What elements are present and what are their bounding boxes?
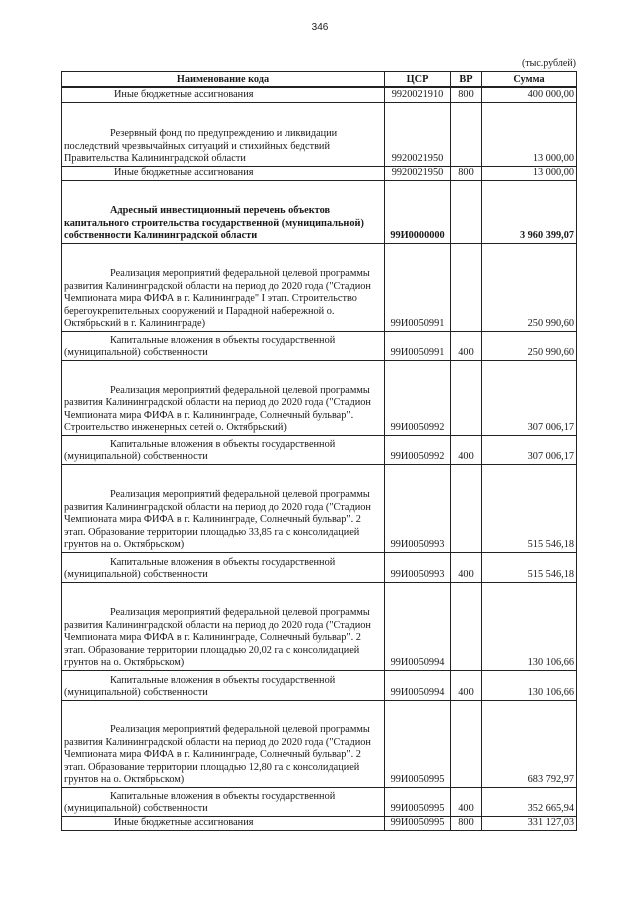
table-row [62,360,577,435]
row-vr-cell: 400 [451,670,482,700]
table-row [62,243,577,331]
row-name-cell: Капитальные вложения в объекты государственной (муниципальной) собственности [62,435,385,464]
row-csr-cell: 99И0050995 [385,787,451,816]
row-name-cell: Реализация мероприятий федеральной целевой программы развития Калининградской области на период до 2020 года ("Стадион Чемпионата мира ФИФА в г. Калининграде, Солнечный бульвар". 2 этап. Образование территории площадью 12,80 га с консолидацией грунтов на о. Октябрьском) [62,700,385,787]
row-vr-cell [451,464,482,552]
row-vr-cell [451,360,482,435]
table-row [62,102,577,166]
row-vr-cell [451,582,482,670]
row-vr-cell: 800 [451,816,482,830]
table-row [62,166,577,180]
row-csr-cell: 9920021950 [385,166,451,180]
header-sum: Сумма [482,72,577,88]
row-sum-cell: 352 665,94 [482,787,577,816]
row-csr-cell: 99И0050991 [385,243,451,331]
row-csr-cell: 99И0050991 [385,331,451,360]
row-csr-cell: 9920021950 [385,102,451,166]
row-sum-cell: 13 000,00 [482,166,577,180]
row-name-cell: Резервный фонд по предупреждению и ликвидации последствий чрезвычайных ситуаций и стихийных бедствий Правительства Калининградской области [62,102,385,166]
row-csr-cell: 99И0050994 [385,582,451,670]
row-csr-cell: 99И0050995 [385,816,451,830]
row-vr-cell [451,180,482,243]
row-sum-cell: 307 006,17 [482,360,577,435]
row-csr-cell: 99И0050994 [385,670,451,700]
row-csr-cell: 99И0050995 [385,700,451,787]
table-row [62,435,577,464]
row-name-cell: Капитальные вложения в объекты государственной (муниципальной) собственности [62,787,385,816]
row-name-cell: Капитальные вложения в объекты государственной (муниципальной) собственности [62,670,385,700]
row-sum-cell: 515 546,18 [482,464,577,552]
table-row [62,816,577,830]
row-name-cell: Иные бюджетные ассигнования [62,816,385,830]
row-name-cell: Иные бюджетные ассигнования [62,166,385,180]
row-name-cell: Адресный инвестиционный перечень объектов капитального строительства государственной (муниципальной) собственности Калининградской области [62,180,385,243]
row-vr-cell: 400 [451,435,482,464]
row-csr-cell: 9920021910 [385,87,451,102]
row-name-cell: Реализация мероприятий федеральной целевой программы развития Калининградской области на период до 2020 года ("Стадион Чемпионата мира ФИФА в г. Калининграде, Солнечный бульвар". Строительство инженерных сетей о. Октябрьский) [62,360,385,435]
row-sum-cell: 250 990,60 [482,243,577,331]
row-name-cell: Капитальные вложения в объекты государственной (муниципальной) собственности [62,552,385,582]
row-vr-cell: 400 [451,787,482,816]
row-sum-cell: 331 127,03 [482,816,577,830]
table-row [62,582,577,670]
table-row [62,331,577,360]
row-name-cell: Реализация мероприятий федеральной целевой программы развития Калининградской области на период до 2020 года ("Стадион Чемпионата мира ФИФА в г. Калининграде" I этап. Строительство берегоукрепительных сооружений и Парадной набережной о. Октябрьский в г. Калининграде) [62,243,385,331]
row-vr-cell: 400 [451,552,482,582]
page-number: 346 [311,22,329,33]
row-vr-cell: 800 [451,166,482,180]
row-sum-cell: 307 006,17 [482,435,577,464]
header-vr: ВР [451,72,482,88]
row-sum-cell: 3 960 399,07 [482,180,577,243]
row-sum-cell: 515 546,18 [482,552,577,582]
table-body [62,87,577,830]
row-sum-cell: 130 106,66 [482,670,577,700]
row-csr-cell: 99И0000000 [385,180,451,243]
table-row [62,87,577,102]
table-row [62,670,577,700]
table-header-row [62,72,577,88]
table-row [62,700,577,787]
row-csr-cell: 99И0050993 [385,464,451,552]
header-csr: ЦСР [385,72,451,88]
row-sum-cell: 13 000,00 [482,102,577,166]
row-sum-cell: 130 106,66 [482,582,577,670]
row-sum-cell: 683 792,97 [482,700,577,787]
row-csr-cell: 99И0050992 [385,360,451,435]
table-row [62,464,577,552]
row-name-cell: Капитальные вложения в объекты государственной (муниципальной) собственности [62,331,385,360]
row-name-cell: Реализация мероприятий федеральной целевой программы развития Калининградской области на период до 2020 года ("Стадион Чемпионата мира ФИФА в г. Калининграде, Солнечный бульвар". 2 этап. Образование территории площадью 20,02 га с консолидацией грунтов на о. Октябрьском) [62,582,385,670]
row-vr-cell: 400 [451,331,482,360]
row-vr-cell [451,102,482,166]
table-row [62,787,577,816]
row-name-cell: Реализация мероприятий федеральной целевой программы развития Калининградской области на период до 2020 года ("Стадион Чемпионата мира ФИФА в г. Калининграде, Солнечный бульвар". 2 этап. Образование территории площадью 33,85 га с консолидацией грунтов на о. Октябрьском) [62,464,385,552]
table-row [62,552,577,582]
row-sum-cell: 400 000,00 [482,87,577,102]
row-vr-cell [451,243,482,331]
row-sum-cell: 250 990,60 [482,331,577,360]
row-vr-cell [451,700,482,787]
row-vr-cell: 800 [451,87,482,102]
row-name-cell: Иные бюджетные ассигнования [62,87,385,102]
table-row [62,180,577,243]
header-name: Наименование кода [62,72,385,88]
units-label: (тыс.рублей) [521,58,576,69]
row-csr-cell: 99И0050992 [385,435,451,464]
budget-table [61,71,577,831]
row-csr-cell: 99И0050993 [385,552,451,582]
